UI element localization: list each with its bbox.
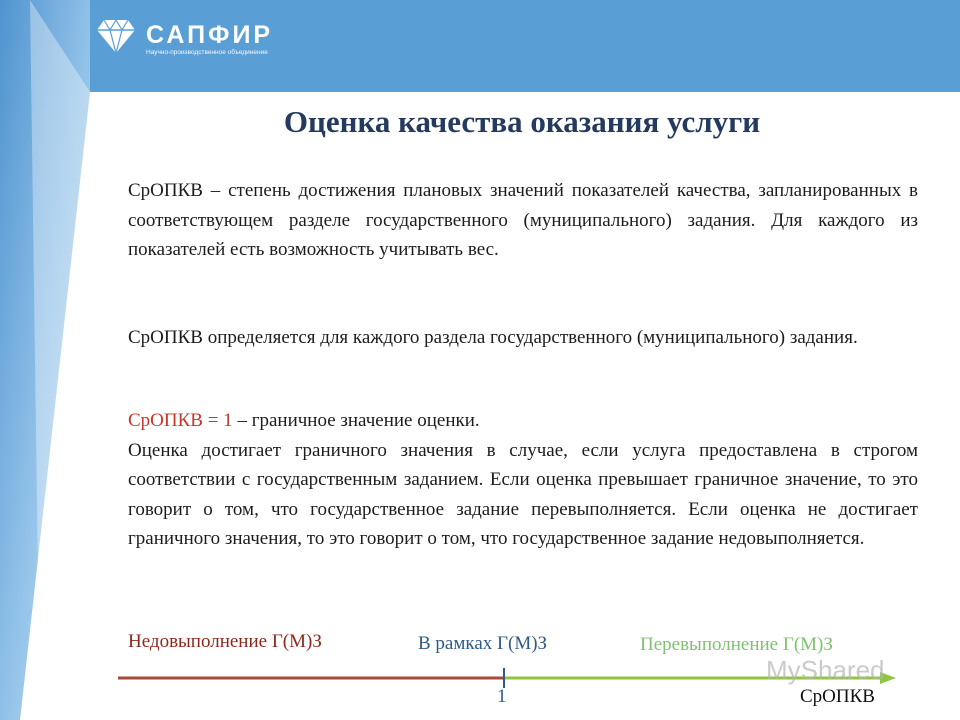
paragraph-scope-text: СрОПКВ определяется для каждого раздела государственного (муниципального) задания.	[128, 327, 858, 348]
threshold-line	[128, 406, 918, 436]
watermark: MyShared	[766, 655, 885, 685]
within-plan-label: В рамках Г(М)З	[418, 633, 548, 654]
paragraph-scope	[128, 323, 918, 353]
paragraph-explanation: Оценка достигает граничного значения в случае, если услуга предоставлена в строгом соответствии с государственным заданием. Если оценка превышает граничное значение, то это говорит о том, что государственное задание перевыполняется. Если оценка не достигает граничного значения, то это говорит о том, что государственное задание недовыполняется.	[128, 439, 918, 549]
under-fulfillment-label: Недовыполнение Г(М)З	[128, 631, 322, 652]
paragraph-threshold	[128, 406, 918, 554]
paragraph-definition-text: СрОПКВ – степень достижения плановых значений показателей качества, запланированных в соответствующем разделе государственного (муниципального) задания. Для каждого из показателей есть возможность учитывать вес.	[128, 180, 918, 260]
paragraph-definition	[128, 176, 918, 265]
brand-name: САПФИР	[146, 21, 274, 49]
axis-label: СрОПКВ	[800, 686, 875, 707]
company-logo	[96, 16, 273, 57]
brand-tagline: Научно-производственное объединение	[146, 49, 268, 56]
left-decorative-stripe	[0, 0, 90, 720]
diamond-icon	[96, 16, 136, 56]
slide-title: Оценка качества оказания услуги	[283, 104, 761, 139]
over-fulfillment-label: Перевыполнение Г(М)З	[640, 634, 833, 655]
tick-label-one: 1	[497, 686, 507, 707]
threshold-description: – граничное значение оценки.	[232, 410, 480, 431]
threshold-formula: СрОПКВ = 1	[128, 410, 233, 431]
